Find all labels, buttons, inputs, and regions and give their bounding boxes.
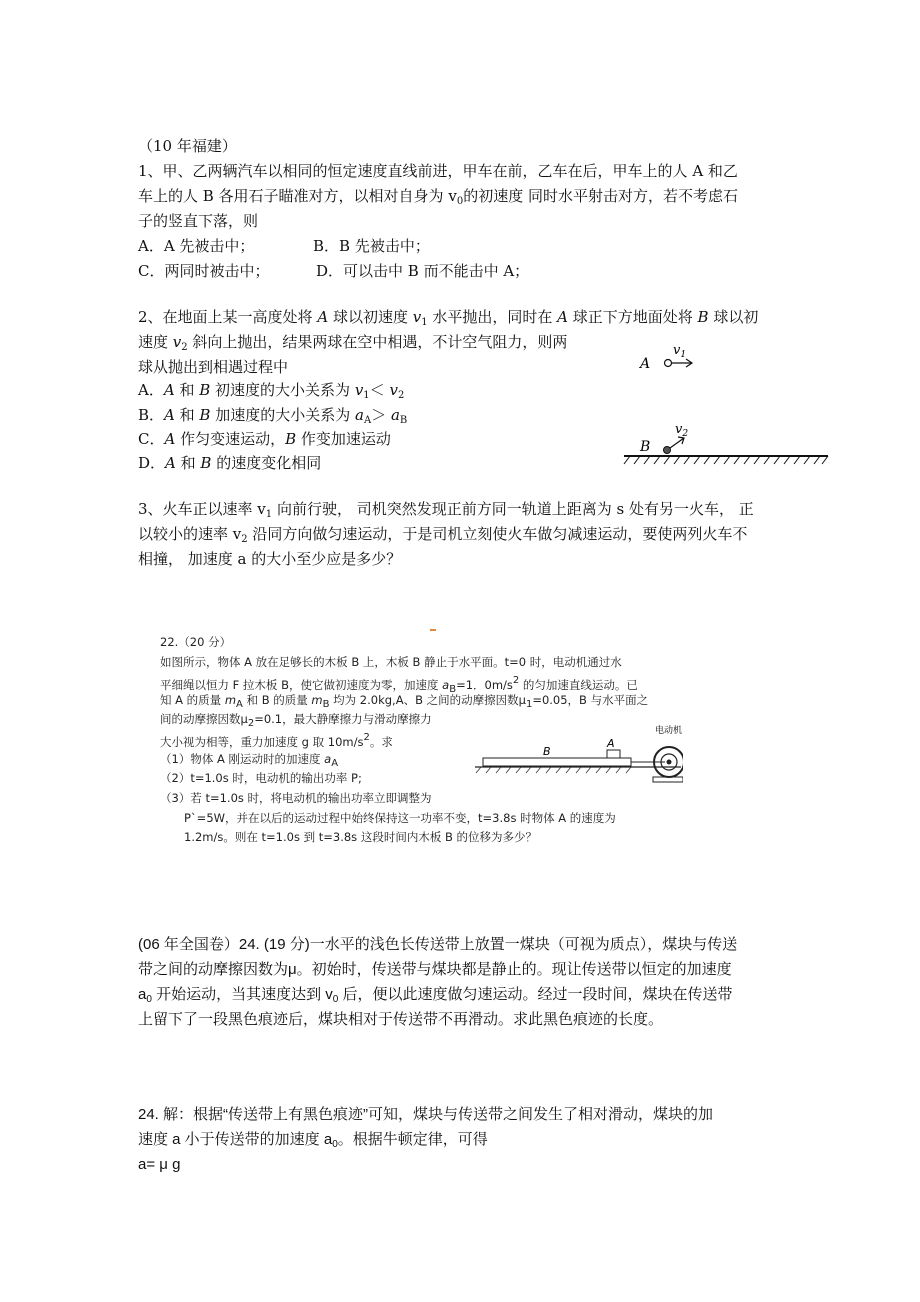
q1-line-2: 车上的人 B 各用石子瞄准对方，以相对自身为 $v_0$的初速度 同时水平射击对方，若不考虑石 xyxy=(138,187,738,207)
solution-line-1: 24. 解：根据“传送带上有黑色痕迹”可知，煤块与传送带之间发生了相对滑动，煤块的加 xyxy=(138,1106,714,1123)
q22-line-2: 平细绳以恒力 F 拉木板 B，使它做初速度为零，加速度 $a_B=1$．$0m/s^2$ 的匀加速直线运动。已 xyxy=(160,675,638,695)
q22-board-motor-figure xyxy=(473,722,683,784)
q24-line-2: 带之间的动摩擦因数为μ。初始时，传送带与煤块都是静止的。现让传送带以恒定的加速度 xyxy=(138,961,732,978)
q2-option-d: D．A 和 B 的速度变化相同 xyxy=(138,454,322,472)
ball-a xyxy=(665,360,672,367)
solution-line-2: 速度 a 小于传送带的加速度 $a_0$。根据牛顿定律，可得 xyxy=(138,1131,488,1150)
board-b-label: B xyxy=(543,745,551,758)
q24-line-3: $a_0$ 开始运动，当其速度达到 $v_0$ 后，便以此速度做匀速运动。经过一段时间，煤块在传送带 xyxy=(138,986,733,1005)
q22-line-3: 知 A 的质量 $m_A$ 和 B 的质量 $m_B$ 均为 2.0kg,A、B 之间的动摩擦因数$\mu_1=0.05$，B 与水平面之 xyxy=(160,693,649,710)
q2-option-a: A．A 和 B 初速度的大小关系为 $v_1< v_2$ xyxy=(138,381,405,401)
q22-sub-1: （1）物体 A 刚运动时的加速度 $a_A$ xyxy=(160,752,339,769)
fig-label-a: A xyxy=(640,356,651,372)
fig-v1-label: $v_1$ xyxy=(673,343,687,360)
q3-line-1: 3、火车正以速率 $v_1$ 向前行驶， 司机突然发现正前方同一轨道上距离为 s 处有另一火车， 正 xyxy=(138,500,754,520)
solution-line-3: a= μ g xyxy=(138,1156,181,1173)
q2-option-c: C．A 作匀变速运动，B 作变加速运动 xyxy=(138,430,391,448)
q2-line-2: 速度 $v_2$ 斜向上抛出，结果两球在空中相遇，不计空气阻力，则两 xyxy=(138,333,568,353)
q22-sub-2: （2）t=1.0s 时，电动机的输出功率 P; xyxy=(160,771,362,785)
q1-line-3: 子的竖直下落，则 xyxy=(138,212,259,230)
q24-line-1: (06 年全国卷）24. (19 分)一水平的浅色长传送带上放置一煤块（可视为质点），煤块与传送 xyxy=(138,936,738,953)
q22-line-5: 大小视为相等，重力加速度 g 取 $10m/s^2$。求 xyxy=(160,732,393,749)
q3-line-2: 以较小的速率 $v_2$ 沿同方向做匀速运动，于是司机立刻使火车做匀减速运动，要使两列火车不 xyxy=(138,525,748,545)
scan-dash-mark xyxy=(430,629,436,631)
q3-line-3: 相撞， 加速度 a 的大小至少应是多少？ xyxy=(138,550,402,568)
q1-option-d: D．可以击中 B 而不能击中 A； xyxy=(316,262,530,280)
q1-option-b: B．B 先被击中； xyxy=(313,237,430,255)
q2-line-1: 2、在地面上某一高度处将 A 球以初速度 $v_1$ 水平抛出，同时在 A 球正下方地面处将 B 球以初 xyxy=(138,308,759,328)
ground-hatching xyxy=(624,456,828,464)
q22-line-1: 如图所示，物体 A 放在足够长的木板 B 上，木板 B 静止于水平面。t=0 时，电动机通过水 xyxy=(160,655,622,669)
ball-b xyxy=(664,447,671,454)
motor-axle xyxy=(667,760,672,765)
motor-label: 电动机 xyxy=(655,726,683,736)
block-a-label: A xyxy=(607,737,615,750)
q2-line-3: 球从抛出到相遇过程中 xyxy=(138,358,289,376)
source-header: （10 年福建） xyxy=(138,137,237,155)
floor-hatching xyxy=(476,767,631,773)
q22-sub-3-cont-2: 1.2m/s。则在 t=1.0s 到 t=3.8s 这段时间内木板 B 的位移为多少？ xyxy=(184,830,538,844)
board-b xyxy=(483,758,631,766)
q1-line-1: 1、甲、乙两辆汽车以相同的恒定速度直线前进，甲车在前，乙车在后，甲车上的人 A 和乙 xyxy=(138,162,738,180)
q22-line-4: 间的动摩擦因数$\mu_2=0.1$，最大静摩擦力与滑动摩擦力 xyxy=(160,712,432,729)
q1-option-a: A．A 先被击中； xyxy=(138,237,255,255)
q22-sub-3: （3）若 t=1.0s 时，将电动机的输出功率立即调整为 xyxy=(160,791,432,805)
fig-v2-label: $v_2$ xyxy=(675,422,689,439)
q2-option-b: B．A 和 B 加速度的大小关系为 $a_A> a_B$ xyxy=(138,406,408,426)
fig-label-b: B xyxy=(640,439,651,455)
q22-scanned-problem xyxy=(148,627,686,847)
q1-option-c: C．两同时被击中； xyxy=(138,262,270,280)
block-a xyxy=(607,750,620,758)
q22-title: 22.（20 分） xyxy=(160,635,232,649)
q24-line-4: 上留下了一段黑色痕迹后，煤块相对于传送带不再滑动。求此黑色痕迹的长度。 xyxy=(138,1011,664,1028)
q22-sub-3-cont-1: P`=5W，并在以后的运动过程中始终保持这一功率不变，t=3.8s 时物体 A 的速度为 xyxy=(184,811,616,825)
q2-projectile-figure xyxy=(620,340,835,470)
